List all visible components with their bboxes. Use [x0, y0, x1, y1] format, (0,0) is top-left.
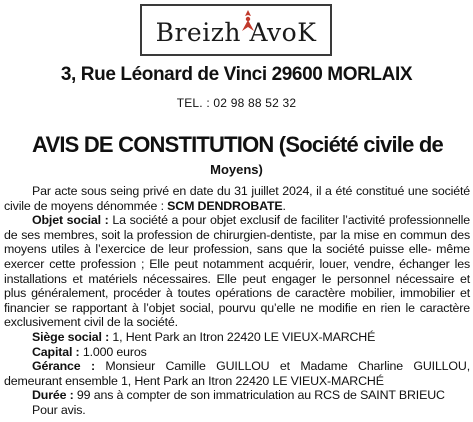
siege-label: Siège social :: [32, 329, 110, 344]
gerance-label: Gérance :: [32, 359, 95, 374]
telephone: TEL. : 02 98 88 52 32: [176, 96, 297, 110]
notice-body: [4, 184, 470, 418]
siege-paragraph: Siège social : 1, Hent Park an Itron 22420 LE VIEUX-MARCHÉ: [32, 329, 376, 344]
objet-label: Objet social :: [32, 213, 109, 228]
logo-wordmark: Breizh AvoK: [155, 18, 317, 47]
closing-paragraph: Pour avis.: [32, 402, 86, 417]
duree-paragraph: Durée : 99 ans à compter de son immatriculation au RCS de SAINT BRIEUC: [32, 388, 445, 403]
intro-paragraph: Par acte sous seing privé en date du 31 juillet 2024, il a été constitué une société civile de moyens dénommée : SCM DENDROBATE.: [4, 184, 470, 213]
duree-label: Durée :: [32, 388, 74, 403]
logo: [140, 4, 332, 56]
address: 3, Rue Léonard de Vinci 29600 MORLAIX: [60, 64, 413, 85]
capital-paragraph: Capital : 1.000 euros: [32, 344, 147, 359]
notice-title: AVIS DE CONSTITUTION (Société civile de: [32, 132, 443, 157]
gerance-paragraph: Gérance : Monsieur Camille GUILLOU et Madame Charline GUILLOU, demeurant ensemble 1, Hent Park an Itron 22420 LE VIEUX-MARCHÉ: [4, 359, 470, 388]
objet-paragraph: Objet social : La société a pour objet exclusif de faciliter l’activité professionnelle de ses membres, soit la profession de chirurgien-dentiste, par la mise en commun des moyens utiles à l’exercice de leur profession, sans que la société puisse elle- même exercer cette profession ; Elle peut notamment acquérir, louer, vendre, échanger les installations et matériels nécessaires. Elle peut engager le personnel nécessaire et plus généralement, procéder à toutes opérations de caractère mobilier, immobilier et financier se rapportant à l’objet social, pourvu qu’elle ne modifie en rien le caractère exclusivement civil de la société.: [4, 213, 470, 330]
company-name: SCM DENDROBATE: [167, 198, 283, 213]
notice-subtitle: Moyens): [210, 162, 263, 177]
capital-label: Capital :: [32, 344, 80, 359]
